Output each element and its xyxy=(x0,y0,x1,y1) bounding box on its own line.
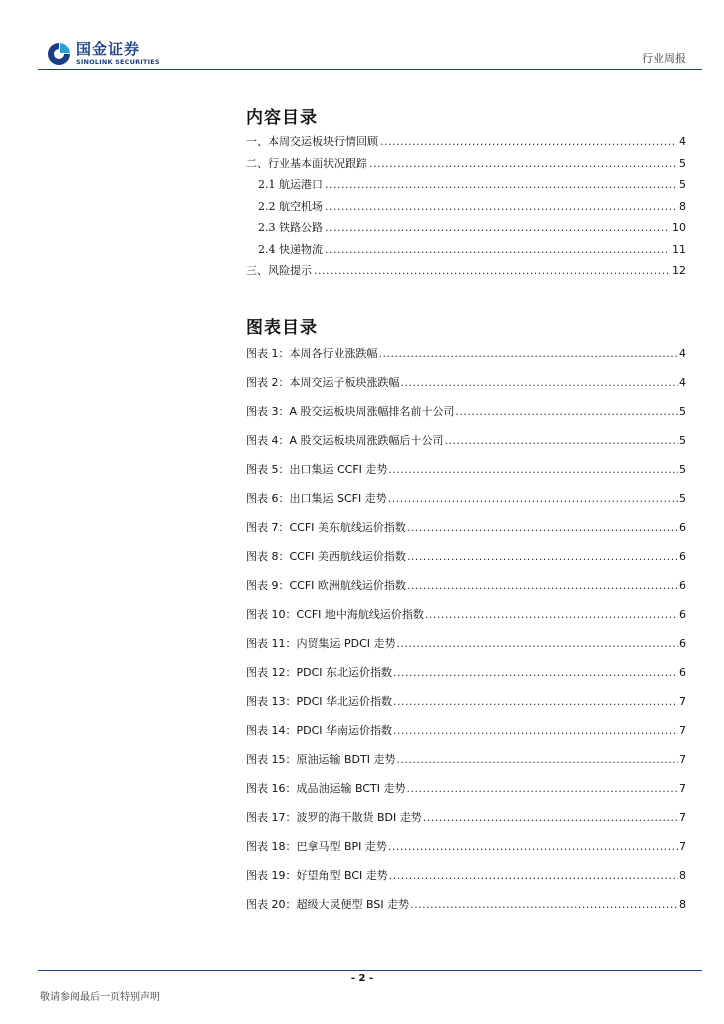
entry-label: 图表 11：内贸集运 PDCI 走势 xyxy=(246,637,396,650)
figure-entry[interactable] xyxy=(246,403,686,432)
dot-leader xyxy=(389,869,678,882)
contents-list xyxy=(246,133,686,284)
dot-leader xyxy=(406,782,678,795)
entry-page-number: 11 xyxy=(672,242,686,256)
contents-entry[interactable] xyxy=(246,155,686,177)
figure-entry[interactable] xyxy=(246,606,686,635)
entry-page-number: 12 xyxy=(672,264,686,277)
entry-label: 三、风险提示 xyxy=(246,264,312,277)
entry-label: 图表 20：超级大灵便型 BSI 走势 xyxy=(246,898,410,911)
entry-label: 图表 7：CCFI 美东航线运价指数 xyxy=(246,521,406,534)
figure-entry[interactable] xyxy=(246,722,686,751)
figure-entry[interactable] xyxy=(246,635,686,664)
figure-entry[interactable] xyxy=(246,838,686,867)
contents-entry[interactable] xyxy=(246,219,686,241)
logo-chinese-name: 国金证券 xyxy=(76,40,141,59)
dot-leader xyxy=(388,840,678,853)
entry-page-number: 5 xyxy=(679,178,686,191)
entry-label: 图表 6：出口集运 SCFI 走势 xyxy=(246,492,387,505)
figure-entry[interactable] xyxy=(246,751,686,780)
entry-page-number: 7 xyxy=(679,753,686,766)
entry-page-number: 4 xyxy=(679,347,686,360)
entry-page-number: 8 xyxy=(679,898,686,911)
entry-page-number: 4 xyxy=(679,135,686,148)
entry-page-number: 5 xyxy=(679,434,686,447)
entry-label: 图表 3：A 股交运板块周涨幅排名前十公司 xyxy=(246,405,455,418)
contents-entry[interactable] xyxy=(246,198,686,220)
dot-leader xyxy=(456,405,678,418)
figure-entry[interactable] xyxy=(246,577,686,606)
dot-leader xyxy=(325,200,677,213)
dot-leader xyxy=(388,463,678,476)
entry-label: 图表 18：巴拿马型 BPI 走势 xyxy=(246,840,387,853)
page-number: - 2 - xyxy=(350,973,374,984)
company-logo xyxy=(46,40,160,68)
entry-label: 图表 15：原油运输 BDTI 走势 xyxy=(246,753,396,766)
entry-page-number: 7 xyxy=(679,840,686,853)
contents-entry[interactable] xyxy=(246,262,686,284)
dot-leader xyxy=(379,347,679,360)
figure-entry[interactable] xyxy=(246,345,686,374)
entry-page-number: 6 xyxy=(679,550,686,563)
entry-page-number: 4 xyxy=(679,376,686,389)
figure-entry[interactable] xyxy=(246,432,686,461)
entry-label: 2.4 快递物流 xyxy=(258,242,323,256)
entry-label: 图表 10：CCFI 地中海航线运价指数 xyxy=(246,608,424,621)
dot-leader xyxy=(393,666,678,679)
dot-leader xyxy=(325,221,670,234)
figures-list xyxy=(246,345,686,925)
entry-label: 图表 12：PDCI 东北运价指数 xyxy=(246,666,393,679)
figure-entry[interactable] xyxy=(246,809,686,838)
entry-label: 2.1 航运港口 xyxy=(258,178,323,191)
entry-label: 图表 8：CCFI 美西航线运价指数 xyxy=(246,550,406,563)
dot-leader xyxy=(407,521,678,534)
entry-page-number: 10 xyxy=(672,221,686,234)
entry-page-number: 7 xyxy=(679,782,686,795)
entry-label: 二、行业基本面状况跟踪 xyxy=(246,156,367,170)
logo-english-name: SINOLINK SECURITIES xyxy=(76,58,160,67)
figure-entry[interactable] xyxy=(246,693,686,722)
dot-leader xyxy=(388,492,678,505)
entry-label: 图表 4：A 股交运板块周涨跌幅后十公司 xyxy=(246,434,444,447)
entry-page-number: 5 xyxy=(679,156,686,170)
figure-entry[interactable] xyxy=(246,374,686,403)
dot-leader xyxy=(410,898,678,911)
figure-entry[interactable] xyxy=(246,490,686,519)
entry-page-number: 5 xyxy=(679,405,686,418)
entry-label: 图表 5：出口集运 CCFI 走势 xyxy=(246,463,388,476)
dot-leader xyxy=(325,243,670,256)
document-type: 行业周报 xyxy=(642,52,686,65)
contents-entry[interactable] xyxy=(246,241,686,263)
dot-leader xyxy=(393,724,678,737)
figure-entry[interactable] xyxy=(246,780,686,809)
entry-label: 图表 17：波罗的海干散货 BDI 走势 xyxy=(246,811,422,824)
figure-entry[interactable] xyxy=(246,664,686,693)
dot-leader xyxy=(393,695,678,708)
dot-leader xyxy=(423,811,678,824)
disclaimer: 敬请参阅最后一页特别声明 xyxy=(40,992,160,1003)
entry-label: 图表 2：本周交运子板块涨跌幅 xyxy=(246,376,400,389)
footer-divider xyxy=(38,970,702,971)
entry-label: 图表 14：PDCI 华南运价指数 xyxy=(246,724,393,737)
entry-label: 一、本周交运板块行情回顾 xyxy=(246,135,378,148)
entry-label: 图表 19：好望角型 BCI 走势 xyxy=(246,869,388,882)
header-divider xyxy=(38,69,702,70)
entry-page-number: 7 xyxy=(679,724,686,737)
entry-page-number: 6 xyxy=(679,637,686,650)
entry-label: 2.2 航空机场 xyxy=(258,199,323,213)
sinolink-logo-icon xyxy=(46,41,72,67)
figures-title: 图表目录 xyxy=(246,318,318,338)
dot-leader xyxy=(425,608,678,621)
dot-leader xyxy=(401,376,679,389)
dot-leader xyxy=(407,579,678,592)
entry-page-number: 6 xyxy=(679,579,686,592)
dot-leader xyxy=(369,157,677,170)
dot-leader xyxy=(407,550,678,563)
dot-leader xyxy=(396,753,678,766)
figure-entry[interactable] xyxy=(246,519,686,548)
dot-leader xyxy=(397,637,678,650)
dot-leader xyxy=(380,135,677,148)
entry-label: 2.3 铁路公路 xyxy=(258,221,323,234)
contents-title: 内容目录 xyxy=(246,108,318,128)
entry-page-number: 7 xyxy=(679,695,686,708)
entry-label: 图表 1：本周各行业涨跌幅 xyxy=(246,347,378,360)
figure-entry[interactable] xyxy=(246,896,686,925)
dot-leader xyxy=(314,264,670,277)
figure-entry[interactable] xyxy=(246,548,686,577)
dot-leader xyxy=(325,178,677,191)
entry-page-number: 7 xyxy=(679,811,686,824)
page-header xyxy=(0,0,724,70)
contents-entry[interactable] xyxy=(246,176,686,198)
dot-leader xyxy=(445,434,678,447)
entry-label: 图表 9：CCFI 欧洲航线运价指数 xyxy=(246,579,406,592)
entry-page-number: 5 xyxy=(679,463,686,476)
contents-entry[interactable] xyxy=(246,133,686,155)
entry-page-number: 6 xyxy=(679,521,686,534)
figure-entry[interactable] xyxy=(246,867,686,896)
entry-page-number: 8 xyxy=(679,199,686,213)
figure-entry[interactable] xyxy=(246,461,686,490)
entry-label: 图表 16：成品油运输 BCTI 走势 xyxy=(246,782,406,795)
entry-label: 图表 13：PDCI 华北运价指数 xyxy=(246,695,393,708)
entry-page-number: 5 xyxy=(679,492,686,505)
entry-page-number: 6 xyxy=(679,666,686,679)
entry-page-number: 6 xyxy=(679,608,686,621)
entry-page-number: 8 xyxy=(679,869,686,882)
